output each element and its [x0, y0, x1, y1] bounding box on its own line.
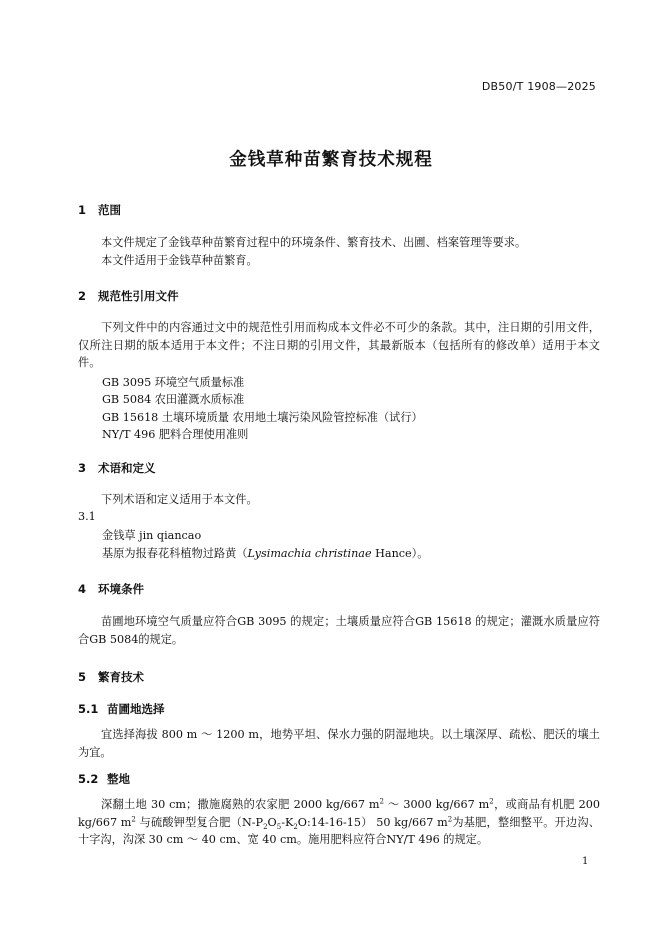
section-title: 繁育技术: [98, 670, 144, 684]
text-run: O:14-16-15） 50 kg/667 m: [297, 815, 448, 829]
superscript: 2: [131, 814, 136, 823]
section-number: 1: [78, 203, 87, 217]
subscript: 2: [293, 822, 298, 831]
subscript: 5: [276, 822, 282, 831]
section-number: 5: [78, 670, 87, 684]
section-2-heading: [78, 288, 179, 304]
definition-text: 基原为报春花科植物过路黄（: [102, 547, 248, 560]
reference-item: GB 3095 环境空气质量标准: [102, 376, 245, 389]
term-definition: [102, 545, 428, 563]
section-title: 规范性引用文件: [98, 289, 179, 303]
section-3-heading: [78, 460, 156, 476]
subsection-5-1-heading: [78, 701, 165, 717]
paragraph: 下列术语和定义适用于本文件。: [101, 493, 258, 506]
text-run: O: [267, 815, 277, 829]
section-title: 环境条件: [98, 582, 144, 596]
paragraph: [78, 796, 600, 849]
subsection-number: 5.1: [78, 702, 99, 716]
subsection-number: 5.2: [78, 772, 99, 786]
reference-item: NY/T 496 肥料合理使用准则: [102, 428, 249, 441]
section-number: 3: [78, 461, 87, 475]
document-title: 金钱草种苗繁育技术规程: [229, 150, 433, 170]
paragraph: 宜选择海拔 800 m ～ 1200 m，地势平坦、保水力强的阴湿地块。以土壤深厚、疏松、肥沃的壤土为宜。: [78, 728, 600, 759]
section-title: 范围: [98, 203, 121, 217]
document-number: DB50/T 1908—2025: [481, 80, 596, 93]
superscript: 2: [447, 814, 453, 823]
page-number: 1: [582, 856, 589, 867]
section-title: 术语和定义: [98, 461, 156, 475]
subscript: 2: [263, 822, 268, 831]
section-1-heading: [78, 202, 121, 218]
superscript: 2: [379, 797, 385, 806]
subsection-title: 整地: [107, 772, 130, 786]
paragraph: 下列文件中的内容通过文中的规范性引用而构成本文件必不可少的条款。其中，注日期的引用文件，仅所注日期的版本适用于本文件；不注日期的引用文件，其最新版本（包括所有的修改单）适用于本文件。: [78, 321, 600, 369]
definition-text: Hance）。: [371, 547, 429, 560]
term-name: 金钱草 jin qiancao: [102, 529, 202, 542]
term-number: 3.1: [78, 510, 96, 523]
text-run: -K: [281, 815, 294, 829]
text-run: 深翻土地 30 cm；撒施腐熟的农家肥 2000 kg/667 m: [101, 798, 380, 811]
subsection-title: 苗圃地选择: [107, 702, 165, 716]
superscript: 2: [489, 797, 494, 806]
section-4-heading: [78, 581, 144, 597]
section-number: 2: [78, 289, 87, 303]
text-run: 与硫酸钾型复合肥（N-P: [135, 815, 264, 829]
section-5-heading: [78, 669, 144, 685]
subsection-5-2-heading: [78, 771, 130, 787]
paragraph: 本文件规定了金钱草种苗繁育过程中的环境条件、繁育技术、出圃、档案管理等要求。: [101, 236, 527, 249]
text-run: 为基肥，整细整平。开边沟、十字沟，沟深 30 cm ～ 40 cm、宽 40 cm。施用肥料应符合NY/T 496 的规定。: [78, 815, 600, 846]
reference-item: GB 15618 土壤环境质量 农用地土壤污染风险管控标准（试行）: [102, 411, 423, 424]
paragraph: 苗圃地环境空气质量应符合GB 3095 的规定；土壤质量应符合GB 15618 的规定；灌溉水质量应符合GB 5084的规定。: [78, 615, 600, 646]
latin-name: Lysimachia christinae: [247, 547, 372, 560]
text-run: ，或商品有机肥 200 kg/667 m: [78, 798, 600, 829]
paragraph: 本文件适用于金钱草种苗繁育。: [101, 254, 258, 267]
section-number: 4: [78, 582, 87, 596]
reference-item: GB 5084 农田灌溉水质标准: [102, 393, 245, 406]
text-run: ～ 3000 kg/667 m: [384, 798, 490, 811]
